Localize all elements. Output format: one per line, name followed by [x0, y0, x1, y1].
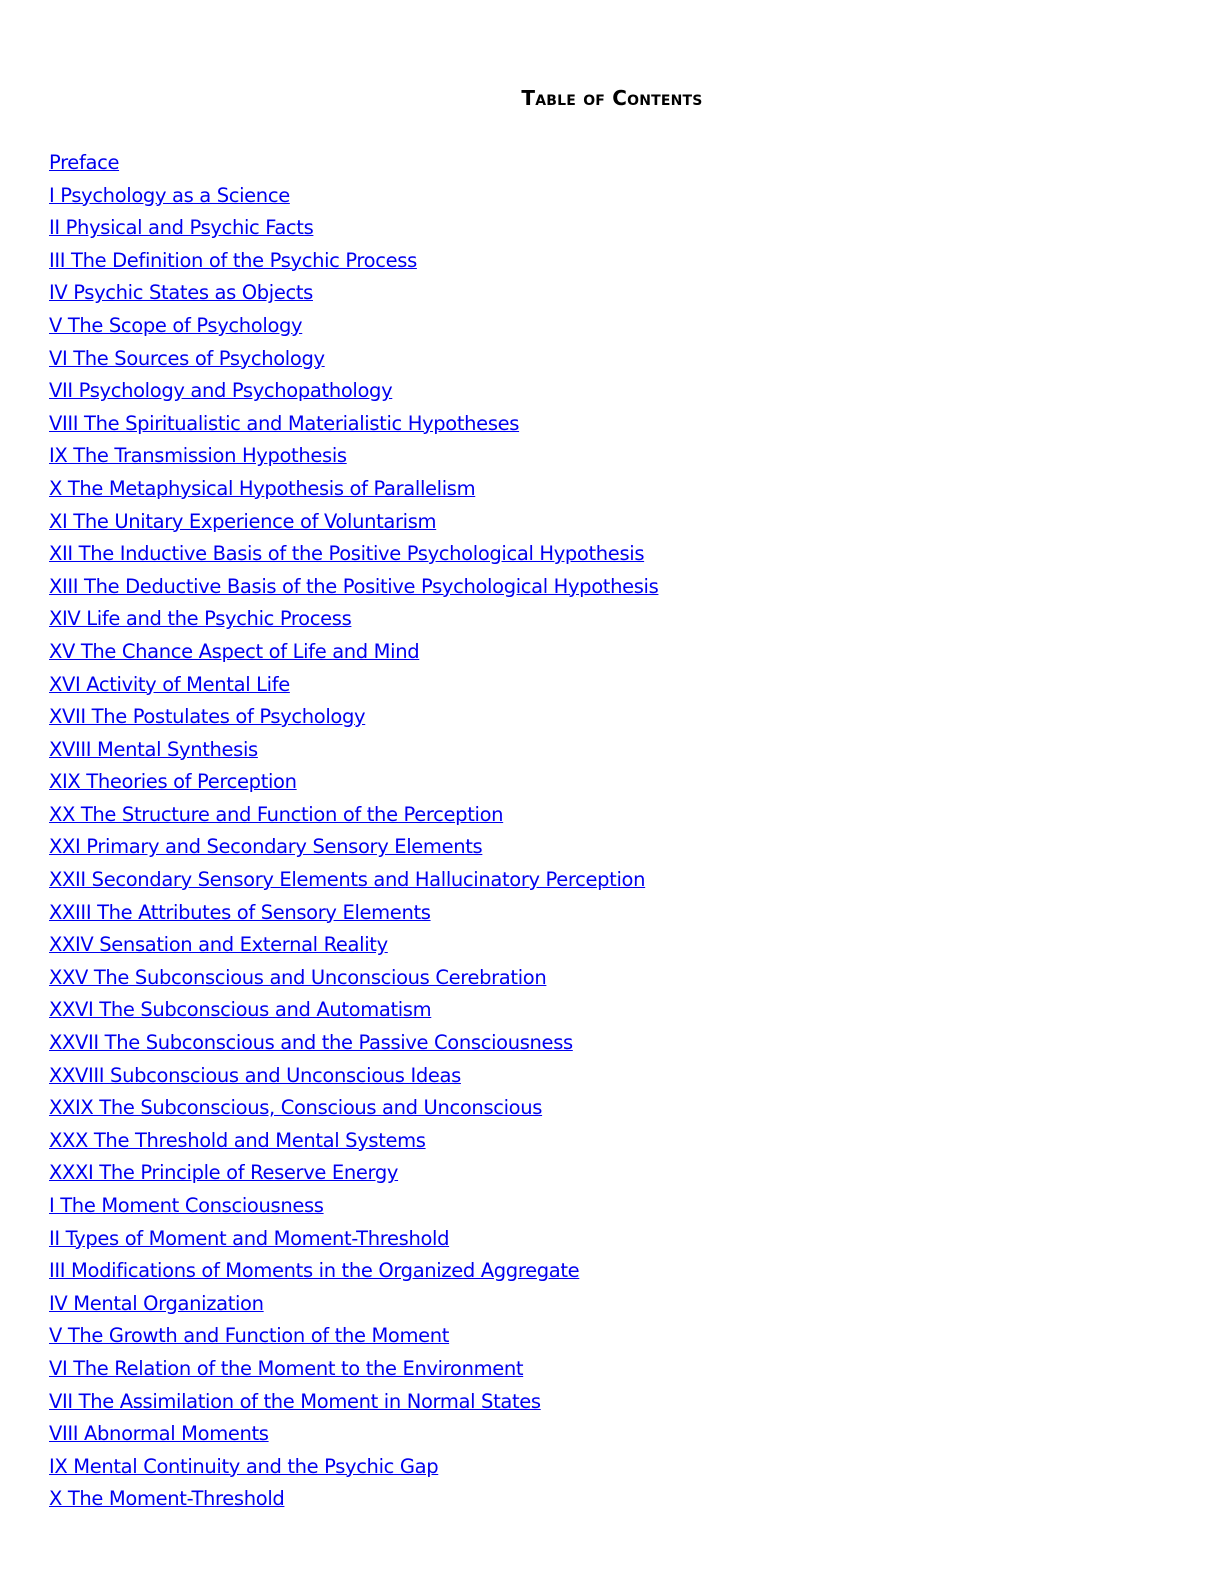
toc-entry [49, 929, 658, 962]
toc-link[interactable]: VI The Relation of the Moment to the Environment [49, 1356, 524, 1380]
toc-entry [49, 636, 658, 669]
toc-link[interactable]: II Types of Moment and Moment-Threshold [49, 1226, 450, 1250]
toc-link[interactable]: XXIII The Attributes of Sensory Elements [49, 900, 431, 924]
toc-link[interactable]: VIII Abnormal Moments [49, 1422, 269, 1446]
toc-link[interactable]: IX The Transmission Hypothesis [49, 444, 347, 468]
toc-entry [49, 603, 658, 636]
toc-link[interactable]: XXVII The Subconscious and the Passive Consciousness [49, 1031, 573, 1055]
toc-entry [49, 1092, 658, 1125]
toc-entry [49, 897, 658, 930]
toc-link[interactable]: III The Definition of the Psychic Process [49, 248, 417, 272]
toc-link[interactable]: IV Mental Organization [49, 1291, 264, 1315]
toc-entry [49, 408, 658, 441]
toc-entry [49, 310, 658, 343]
toc-entry [49, 831, 658, 864]
toc-link[interactable]: X The Metaphysical Hypothesis of Parallelism [49, 476, 476, 500]
toc-entry [49, 440, 658, 473]
toc-entry [49, 701, 658, 734]
toc-entry [49, 1223, 658, 1256]
toc-link[interactable]: XVIII Mental Synthesis [49, 737, 258, 761]
toc-link[interactable]: XXIX The Subconscious, Conscious and Unconscious [49, 1096, 543, 1120]
toc-entry [49, 1386, 658, 1419]
toc-link[interactable]: XVI Activity of Mental Life [49, 672, 290, 696]
toc-entry [49, 734, 658, 767]
toc-link[interactable]: VI The Sources of Psychology [49, 346, 325, 370]
toc-link[interactable]: XXX The Threshold and Mental Systems [49, 1128, 426, 1152]
toc-link[interactable]: V The Growth and Function of the Moment [49, 1324, 450, 1348]
toc-entry [49, 538, 658, 571]
toc-entry [49, 245, 658, 278]
toc-entry [49, 1190, 658, 1223]
toc-link[interactable]: Preface [49, 151, 120, 174]
toc-entry [49, 1060, 658, 1093]
toc-entry [49, 375, 658, 408]
toc-link[interactable]: XXII Secondary Sensory Elements and Hallucinatory Perception [49, 868, 646, 892]
toc-link[interactable]: VIII The Spiritualistic and Materialistic Hypotheses [49, 411, 520, 435]
toc-entry [49, 1418, 658, 1451]
page-title: Table of Contents [521, 86, 703, 110]
toc-link[interactable]: XXVI The Subconscious and Automatism [49, 998, 432, 1022]
toc-link[interactable]: XX The Structure and Function of the Perception [49, 802, 504, 826]
toc-list [49, 147, 658, 1516]
toc-link[interactable]: XIII The Deductive Basis of the Positive Psychological Hypothesis [49, 574, 659, 598]
toc-entry [49, 1320, 658, 1353]
toc-entry [49, 962, 658, 995]
toc-link[interactable]: II Physical and Psychic Facts [49, 216, 314, 240]
toc-link[interactable]: XXI Primary and Secondary Sensory Elements [49, 835, 483, 859]
toc-entry [49, 1027, 658, 1060]
toc-link[interactable]: VII Psychology and Psychopathology [49, 379, 393, 403]
toc-link[interactable]: XXVIII Subconscious and Unconscious Ideas [49, 1063, 461, 1087]
toc-entry [49, 147, 658, 180]
toc-link[interactable]: I Psychology as a Science [49, 183, 290, 207]
toc-entry [49, 1255, 658, 1288]
toc-link[interactable]: V The Scope of Psychology [49, 313, 303, 337]
toc-entry [49, 1483, 658, 1516]
toc-link[interactable]: XV The Chance Aspect of Life and Mind [49, 639, 420, 663]
toc-entry [49, 571, 658, 604]
toc-entry [49, 1125, 658, 1158]
toc-entry [49, 864, 658, 897]
toc-link[interactable]: I The Moment Consciousness [49, 1194, 324, 1217]
toc-link[interactable]: IV Psychic States as Objects [49, 281, 313, 305]
toc-entry [49, 277, 658, 310]
toc-entry [49, 1157, 658, 1190]
toc-link[interactable]: VII The Assimilation of the Moment in Normal States [49, 1389, 541, 1413]
toc-link[interactable]: X The Moment-Threshold [49, 1487, 285, 1511]
toc-entry [49, 1353, 658, 1386]
toc-link[interactable]: XII The Inductive Basis of the Positive Psychological Hypothesis [49, 542, 645, 566]
toc-link[interactable]: XIX Theories of Perception [49, 770, 297, 794]
toc-link[interactable]: XVII The Postulates of Psychology [49, 705, 366, 729]
toc-link[interactable]: XI The Unitary Experience of Voluntarism [49, 509, 437, 533]
toc-link[interactable]: XXXI The Principle of Reserve Energy [49, 1161, 399, 1185]
toc-link[interactable]: III Modifications of Moments in the Organized Aggregate [49, 1259, 580, 1283]
toc-entry [49, 1288, 658, 1321]
toc-entry [49, 669, 658, 702]
toc-entry [49, 994, 658, 1027]
toc-entry [49, 343, 658, 376]
toc-entry [49, 212, 658, 245]
toc-entry [49, 473, 658, 506]
toc-entry [49, 506, 658, 539]
toc-link[interactable]: XIV Life and the Psychic Process [49, 607, 352, 631]
toc-link[interactable]: IX Mental Continuity and the Psychic Gap [49, 1454, 439, 1478]
toc-link[interactable]: XXV The Subconscious and Unconscious Cerebration [49, 965, 547, 989]
toc-link[interactable]: XXIV Sensation and External Reality [49, 933, 388, 957]
toc-entry [49, 766, 658, 799]
toc-entry [49, 180, 658, 213]
toc-entry [49, 1451, 658, 1484]
toc-entry [49, 799, 658, 832]
